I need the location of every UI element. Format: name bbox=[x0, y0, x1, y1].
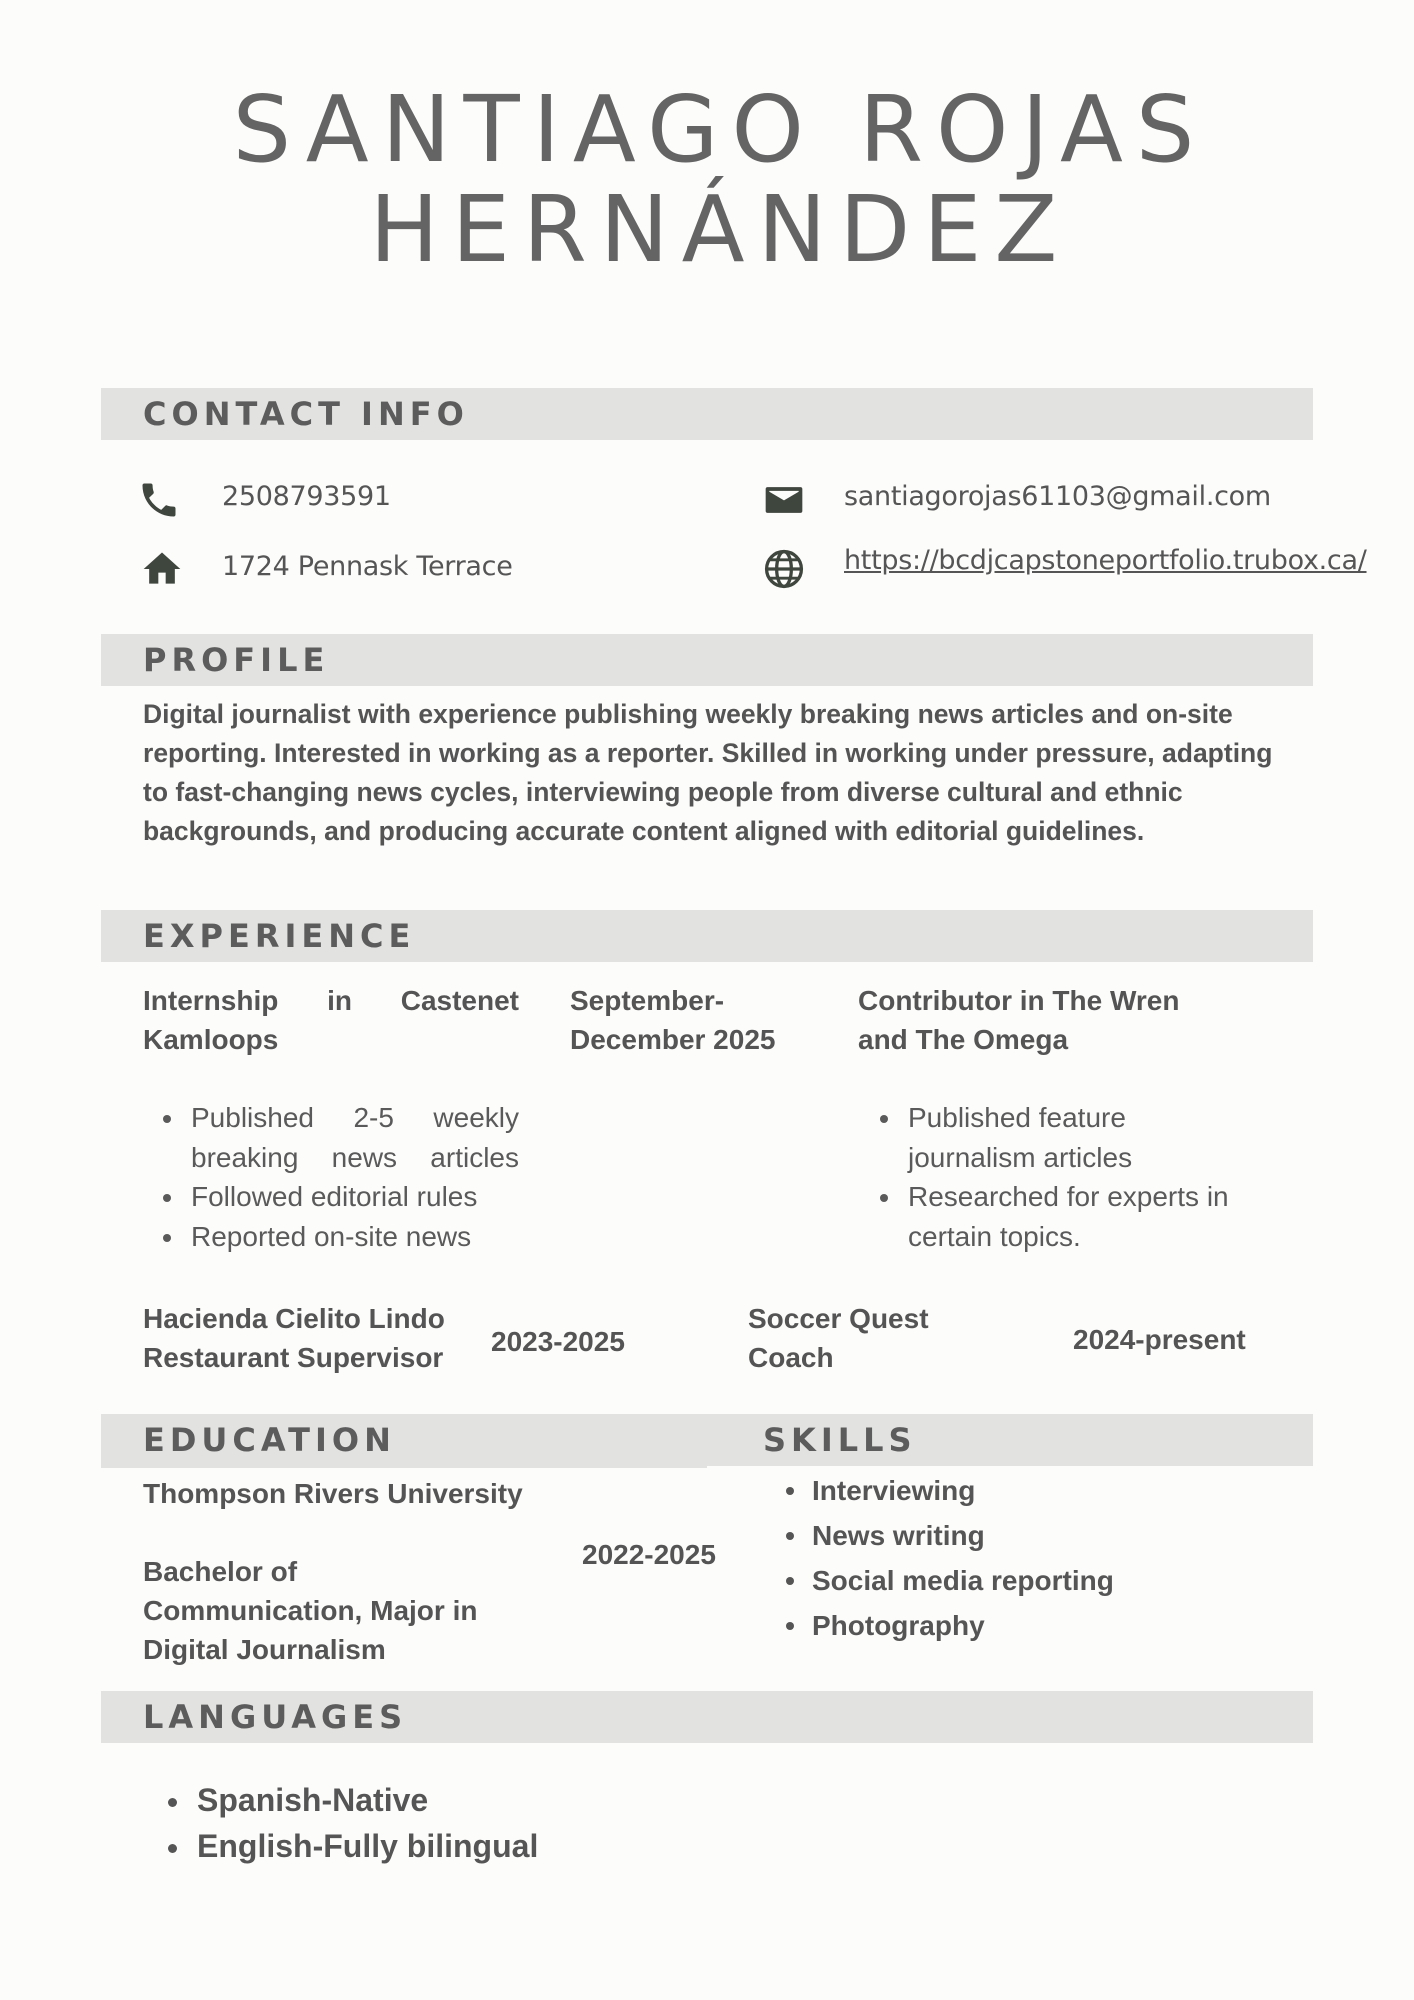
list-item: News writing bbox=[780, 1513, 1280, 1558]
email-icon bbox=[762, 478, 806, 522]
skills-title: SKILLS bbox=[763, 1421, 917, 1459]
list-item: Social media reporting bbox=[780, 1558, 1280, 1603]
hacienda-company: Hacienda Cielito Lindo bbox=[143, 1303, 445, 1334]
soccer-role: Coach bbox=[748, 1342, 834, 1373]
experience-title: EXPERIENCE bbox=[143, 917, 416, 955]
contributor-role: Contributor in The Wren and The Omega bbox=[858, 985, 1180, 1055]
internship-bullets bbox=[143, 1098, 519, 1256]
contributor-bullets bbox=[860, 1098, 1260, 1256]
languages-title: LANGUAGES bbox=[143, 1698, 408, 1736]
list-item: English-Fully bilingual bbox=[165, 1823, 765, 1869]
languages-list bbox=[165, 1777, 765, 1869]
globe-icon bbox=[762, 547, 806, 591]
hacienda-role: Restaurant Supervisor bbox=[143, 1342, 444, 1373]
hacienda-dates: 2023-2025 bbox=[491, 1326, 625, 1357]
list-item: Researched for experts in certain topics. bbox=[860, 1177, 1260, 1256]
list-item: Published feature journalism articles bbox=[860, 1098, 1260, 1177]
name-line-1: SANTIAGO ROJAS bbox=[232, 76, 1208, 183]
education-title: EDUCATION bbox=[143, 1421, 396, 1459]
soccer-dates: 2024-present bbox=[1073, 1324, 1246, 1355]
education-degree: Bachelor of Communication, Major in Digital Journalism bbox=[143, 1556, 478, 1665]
contact-title: CONTACT INFO bbox=[143, 395, 469, 433]
phone-number: 2508793591 bbox=[222, 481, 391, 512]
profile-title: PROFILE bbox=[143, 641, 330, 679]
home-icon bbox=[140, 547, 184, 591]
email-address[interactable]: santiagorojas61103@gmail.com bbox=[844, 481, 1271, 512]
soccer-company: Soccer Quest bbox=[748, 1303, 929, 1334]
list-item: Spanish-Native bbox=[165, 1777, 765, 1823]
education-dates: 2022-2025 bbox=[582, 1539, 716, 1570]
skills-list bbox=[780, 1468, 1280, 1648]
internship-dates: September-December 2025 bbox=[570, 985, 776, 1055]
website-link[interactable]: https://bcdjcapstoneportfolio.trubox.ca/ bbox=[844, 545, 1367, 576]
list-item: Reported on-site news bbox=[143, 1217, 519, 1257]
list-item: Followed editorial rules bbox=[143, 1177, 519, 1217]
phone-icon bbox=[137, 478, 181, 522]
name-line-2: HERNÁNDEZ bbox=[369, 176, 1071, 283]
profile-text: Digital journalist with experience publishing weekly breaking news articles and on-site reporting. Interested in working as a reporter. Skilled in working under pressure, adapting to fast-changing news cycles, interviewing people from diverse cultural and ethnic backgrounds, and producing accurate content aligned with editorial guidelines. bbox=[143, 699, 1273, 846]
list-item: Interviewing bbox=[780, 1468, 1280, 1513]
internship-role: Internship in Castenet Kamloops bbox=[143, 985, 519, 1055]
list-item: Photography bbox=[780, 1603, 1280, 1648]
address: 1724 Pennask Terrace bbox=[222, 551, 513, 582]
list-item: Published 2-5 weekly breaking news articles bbox=[143, 1098, 519, 1177]
education-school: Thompson Rivers University bbox=[143, 1478, 523, 1509]
